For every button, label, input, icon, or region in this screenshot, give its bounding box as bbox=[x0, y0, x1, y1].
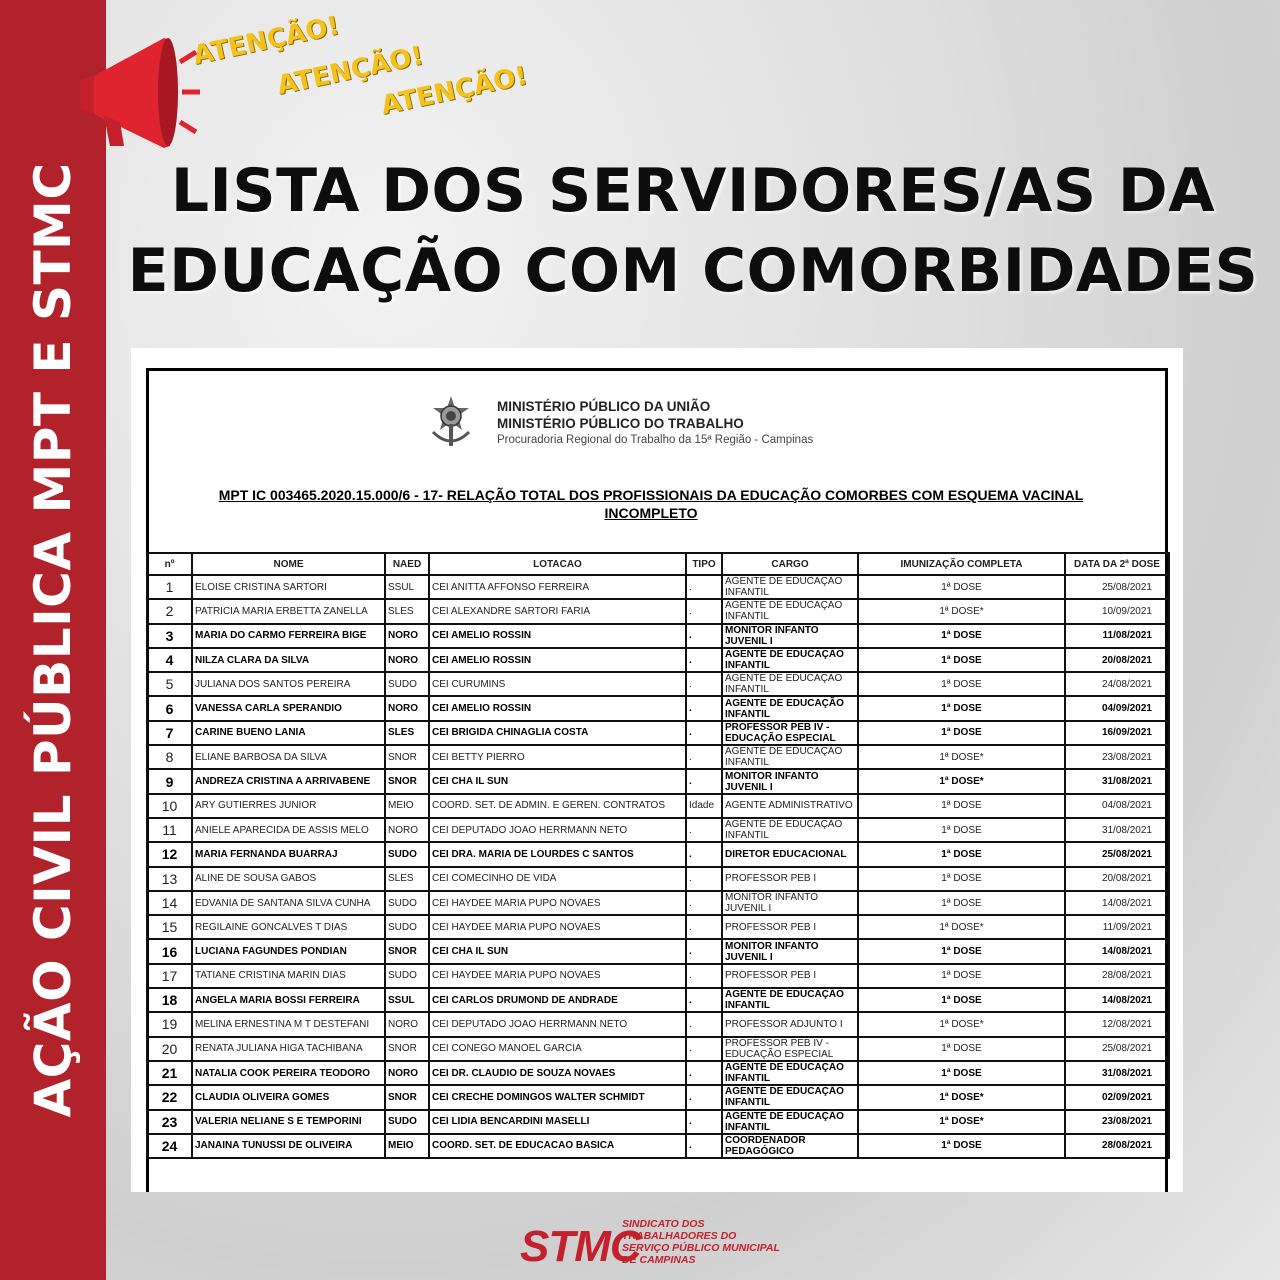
name-cell: NILZA CLARA DA SILVA bbox=[192, 648, 385, 672]
cargo-cell: AGENTE DE EDUCAÇÃO INFANTIL bbox=[722, 1110, 858, 1134]
immunization-cell: 1ª DOSE* bbox=[858, 599, 1065, 623]
cargo-cell: AGENTE DE EDUCAÇÃO INFANTIL bbox=[722, 1061, 858, 1085]
name-cell: MARIA DO CARMO FERREIRA BIGE bbox=[192, 624, 385, 648]
column-header: LOTACAO bbox=[429, 553, 686, 575]
cargo-cell: MONITOR INFANTO JUVENIL I bbox=[722, 939, 858, 963]
name-cell: VANESSA CARLA SPERANDIO bbox=[192, 696, 385, 720]
name-cell: CLAUDIA OLIVEIRA GOMES bbox=[192, 1085, 385, 1109]
table-header-row bbox=[147, 553, 1169, 575]
naed-cell: SUDO bbox=[385, 964, 429, 988]
table-body bbox=[147, 575, 1169, 1158]
cargo-cell: COORDENADOR PEDAGÓGICO bbox=[722, 1134, 858, 1158]
second-dose-date-cell: 14/08/2021 bbox=[1065, 939, 1169, 963]
cargo-cell: MONITOR INFANTO JUVENIL I bbox=[722, 624, 858, 648]
row-number: 11 bbox=[147, 818, 192, 842]
immunization-cell: 1ª DOSE bbox=[858, 1061, 1065, 1085]
tipo-cell: Idade bbox=[686, 794, 722, 818]
name-cell: ANGELA MARIA BOSSI FERREIRA bbox=[192, 988, 385, 1012]
row-number: 22 bbox=[147, 1085, 192, 1109]
naed-cell: SUDO bbox=[385, 842, 429, 866]
naed-cell: SUDO bbox=[385, 891, 429, 915]
stmc-logo-text bbox=[622, 1218, 780, 1266]
table-row bbox=[147, 1085, 1169, 1109]
coat-of-arms-icon bbox=[429, 394, 473, 450]
immunization-cell: 1ª DOSE bbox=[858, 575, 1065, 599]
headline-line-1: LISTA DOS SERVIDORES/AS DA bbox=[170, 156, 1216, 226]
table-row bbox=[147, 1037, 1169, 1061]
second-dose-date-cell: 24/08/2021 bbox=[1065, 672, 1169, 696]
immunization-cell: 1ª DOSE* bbox=[858, 1110, 1065, 1134]
tipo-cell: . bbox=[686, 721, 722, 745]
second-dose-date-cell: 11/08/2021 bbox=[1065, 624, 1169, 648]
second-dose-date-cell: 28/08/2021 bbox=[1065, 964, 1169, 988]
lotacao-cell: CEI BRIGIDA CHINAGLIA COSTA bbox=[429, 721, 686, 745]
cargo-cell: AGENTE DE EDUCAÇÃO INFANTIL bbox=[722, 1085, 858, 1109]
table-row bbox=[147, 624, 1169, 648]
side-banner-text: AÇÃO CIVIL PÚBLICA MPT E STMC bbox=[24, 162, 82, 1118]
naed-cell: SUDO bbox=[385, 1110, 429, 1134]
immunization-cell: 1ª DOSE bbox=[858, 939, 1065, 963]
cargo-cell: AGENTE DE EDUCAÇÃO INFANTIL bbox=[722, 599, 858, 623]
table-row bbox=[147, 575, 1169, 599]
table-row bbox=[147, 867, 1169, 891]
tipo-cell: . bbox=[686, 1085, 722, 1109]
second-dose-date-cell: 02/09/2021 bbox=[1065, 1085, 1169, 1109]
table-row bbox=[147, 964, 1169, 988]
lotacao-cell: CEI CHA IL SUN bbox=[429, 939, 686, 963]
table-row bbox=[147, 672, 1169, 696]
lotacao-cell: CEI AMELIO ROSSIN bbox=[429, 624, 686, 648]
immunization-cell: 1ª DOSE bbox=[858, 891, 1065, 915]
org-header bbox=[497, 398, 813, 449]
table-row bbox=[147, 696, 1169, 720]
lotacao-cell: COORD. SET. DE EDUCACAO BASICA bbox=[429, 1134, 686, 1158]
immunization-cell: 1ª DOSE bbox=[858, 964, 1065, 988]
cargo-cell: AGENTE DE EDUCAÇÃO INFANTIL bbox=[722, 672, 858, 696]
name-cell: ANDREZA CRISTINA A ARRIVABENE bbox=[192, 769, 385, 793]
org-line-3: Procuradoria Regional do Trabalho da 15ª Região - Campinas bbox=[497, 434, 814, 446]
row-number: 20 bbox=[147, 1037, 192, 1061]
row-number: 8 bbox=[147, 745, 192, 769]
cargo-cell: AGENTE ADMINISTRATIVO bbox=[722, 794, 858, 818]
immunization-cell: 1ª DOSE* bbox=[858, 915, 1065, 939]
cargo-cell: PROFESSOR PEB I bbox=[722, 915, 858, 939]
name-cell: ALINE DE SOUSA GABOS bbox=[192, 867, 385, 891]
servers-table bbox=[146, 552, 1170, 1159]
naed-cell: SNOR bbox=[385, 1085, 429, 1109]
lotacao-cell: CEI CURUMINS bbox=[429, 672, 686, 696]
row-number: 16 bbox=[147, 939, 192, 963]
row-number: 4 bbox=[147, 648, 192, 672]
second-dose-date-cell: 23/08/2021 bbox=[1065, 1110, 1169, 1134]
naed-cell: SLES bbox=[385, 867, 429, 891]
lotacao-cell: CEI HAYDEE MARIA PUPO NOVAES bbox=[429, 891, 686, 915]
lotacao-cell: CEI AMELIO ROSSIN bbox=[429, 648, 686, 672]
immunization-cell: 1ª DOSE bbox=[858, 867, 1065, 891]
stmc-logo-line: SINDICATO DOS bbox=[622, 1218, 705, 1230]
tipo-cell: . bbox=[686, 575, 722, 599]
naed-cell: SNOR bbox=[385, 939, 429, 963]
cargo-cell: AGENTE DE EDUCAÇÃO INFANTIL bbox=[722, 575, 858, 599]
tipo-cell: . bbox=[686, 964, 722, 988]
row-number: 17 bbox=[147, 964, 192, 988]
lotacao-cell: CEI CARLOS DRUMOND DE ANDRADE bbox=[429, 988, 686, 1012]
lotacao-cell: CEI ANITTA AFFONSO FERREIRA bbox=[429, 575, 686, 599]
table-row bbox=[147, 939, 1169, 963]
column-header: nº bbox=[147, 553, 192, 575]
table-row bbox=[147, 721, 1169, 745]
second-dose-date-cell: 10/09/2021 bbox=[1065, 599, 1169, 623]
table-row bbox=[147, 794, 1169, 818]
document-title-line-2: INCOMPLETO bbox=[604, 505, 698, 521]
tipo-cell: . bbox=[686, 915, 722, 939]
lotacao-cell: CEI AMELIO ROSSIN bbox=[429, 696, 686, 720]
naed-cell: SSUL bbox=[385, 988, 429, 1012]
table-row bbox=[147, 1134, 1169, 1158]
lotacao-cell: CEI BETTY PIERRO bbox=[429, 745, 686, 769]
column-header: CARGO bbox=[722, 553, 858, 575]
row-number: 18 bbox=[147, 988, 192, 1012]
second-dose-date-cell: 04/08/2021 bbox=[1065, 794, 1169, 818]
naed-cell: NORO bbox=[385, 818, 429, 842]
lotacao-cell: CEI DR. CLAUDIO DE SOUZA NOVAES bbox=[429, 1061, 686, 1085]
immunization-cell: 1ª DOSE bbox=[858, 1134, 1065, 1158]
table-row bbox=[147, 1012, 1169, 1036]
document-image bbox=[131, 348, 1183, 1192]
stmc-logo-line: SERVIÇO PÚBLICO MUNICIPAL bbox=[622, 1242, 780, 1254]
naed-cell: SLES bbox=[385, 721, 429, 745]
immunization-cell: 1ª DOSE bbox=[858, 696, 1065, 720]
second-dose-date-cell: 25/08/2021 bbox=[1065, 575, 1169, 599]
lotacao-cell: CEI DEPUTADO JOAO HERRMANN NETO bbox=[429, 818, 686, 842]
immunization-cell: 1ª DOSE bbox=[858, 818, 1065, 842]
immunization-cell: 1ª DOSE bbox=[858, 1037, 1065, 1061]
naed-cell: SUDO bbox=[385, 672, 429, 696]
naed-cell: SNOR bbox=[385, 769, 429, 793]
row-number: 6 bbox=[147, 696, 192, 720]
table-row bbox=[147, 1110, 1169, 1134]
lotacao-cell: CEI CHA IL SUN bbox=[429, 769, 686, 793]
row-number: 12 bbox=[147, 842, 192, 866]
second-dose-date-cell: 31/08/2021 bbox=[1065, 769, 1169, 793]
row-number: 1 bbox=[147, 575, 192, 599]
alert-text-2: ATENÇÃO! bbox=[274, 40, 427, 102]
row-number: 2 bbox=[147, 599, 192, 623]
immunization-cell: 1ª DOSE bbox=[858, 624, 1065, 648]
immunization-cell: 1ª DOSE* bbox=[858, 745, 1065, 769]
table-row bbox=[147, 745, 1169, 769]
naed-cell: NORO bbox=[385, 696, 429, 720]
name-cell: MARIA FERNANDA BUARRAJ bbox=[192, 842, 385, 866]
naed-cell: NORO bbox=[385, 1061, 429, 1085]
org-line-1: MINISTÉRIO PÚBLICO DA UNIÃO bbox=[497, 399, 711, 414]
name-cell: CARINE BUENO LANIA bbox=[192, 721, 385, 745]
name-cell: ELIANE BARBOSA DA SILVA bbox=[192, 745, 385, 769]
name-cell: ARY GUTIERRES JUNIOR bbox=[192, 794, 385, 818]
name-cell: REGILAINE GONCALVES T DIAS bbox=[192, 915, 385, 939]
naed-cell: SLES bbox=[385, 599, 429, 623]
table-row bbox=[147, 915, 1169, 939]
tipo-cell: . bbox=[686, 648, 722, 672]
table-row bbox=[147, 599, 1169, 623]
megaphone-icon bbox=[72, 28, 202, 148]
second-dose-date-cell: 25/08/2021 bbox=[1065, 842, 1169, 866]
tipo-cell: . bbox=[686, 769, 722, 793]
name-cell: TATIANE CRISTINA MARIN DIAS bbox=[192, 964, 385, 988]
tipo-cell: . bbox=[686, 988, 722, 1012]
naed-cell: MEIO bbox=[385, 794, 429, 818]
second-dose-date-cell: 20/08/2021 bbox=[1065, 648, 1169, 672]
table-row bbox=[147, 769, 1169, 793]
immunization-cell: 1ª DOSE* bbox=[858, 769, 1065, 793]
name-cell: NATALIA COOK PEREIRA TEODORO bbox=[192, 1061, 385, 1085]
tipo-cell: . bbox=[686, 1061, 722, 1085]
cargo-cell: MONITOR INFANTO JUVENIL I bbox=[722, 891, 858, 915]
row-number: 5 bbox=[147, 672, 192, 696]
naed-cell: SNOR bbox=[385, 1037, 429, 1061]
cargo-cell: PROFESSOR PEB IV - EDUCAÇÃO ESPECIAL bbox=[722, 1037, 858, 1061]
table-row bbox=[147, 1061, 1169, 1085]
table-row bbox=[147, 818, 1169, 842]
column-header: IMUNIZAÇÃO COMPLETA bbox=[858, 553, 1065, 575]
cargo-cell: AGENTE DE EDUCAÇÃO INFANTIL bbox=[722, 988, 858, 1012]
tipo-cell: . bbox=[686, 1134, 722, 1158]
cargo-cell: MONITOR INFANTO JUVENIL I bbox=[722, 769, 858, 793]
name-cell: RENATA JULIANA HIGA TACHIBANA bbox=[192, 1037, 385, 1061]
naed-cell: SNOR bbox=[385, 745, 429, 769]
table-row bbox=[147, 842, 1169, 866]
cargo-cell: PROFESSOR PEB I bbox=[722, 964, 858, 988]
headline-line-2: EDUCAÇÃO COM COMORBIDADES bbox=[127, 236, 1259, 306]
column-header: NAED bbox=[385, 553, 429, 575]
immunization-cell: 1ª DOSE bbox=[858, 794, 1065, 818]
row-number: 3 bbox=[147, 624, 192, 648]
second-dose-date-cell: 28/08/2021 bbox=[1065, 1134, 1169, 1158]
alert-text-1: ATENÇÃO! bbox=[190, 10, 343, 72]
name-cell: EDVANIA DE SANTANA SILVA CUNHA bbox=[192, 891, 385, 915]
second-dose-date-cell: 12/08/2021 bbox=[1065, 1012, 1169, 1036]
naed-cell: NORO bbox=[385, 648, 429, 672]
lotacao-cell: CEI COMECINHO DE VIDA bbox=[429, 867, 686, 891]
naed-cell: NORO bbox=[385, 1012, 429, 1036]
row-number: 7 bbox=[147, 721, 192, 745]
row-number: 9 bbox=[147, 769, 192, 793]
tipo-cell: . bbox=[686, 1110, 722, 1134]
cargo-cell: DIRETOR EDUCACIONAL bbox=[722, 842, 858, 866]
lotacao-cell: CEI LIDIA BENCARDINI MASELLI bbox=[429, 1110, 686, 1134]
table-row bbox=[147, 648, 1169, 672]
row-number: 23 bbox=[147, 1110, 192, 1134]
table-row bbox=[147, 891, 1169, 915]
column-header: NOME bbox=[192, 553, 385, 575]
document-title bbox=[191, 486, 1111, 522]
column-header: DATA DA 2ª DOSE bbox=[1065, 553, 1169, 575]
name-cell: LUCIANA FAGUNDES PONDIAN bbox=[192, 939, 385, 963]
stmc-logo bbox=[520, 1214, 820, 1274]
second-dose-date-cell: 14/08/2021 bbox=[1065, 891, 1169, 915]
alert-text-3: ATENÇÃO! bbox=[378, 60, 531, 122]
cargo-cell: AGENTE DE EDUCAÇÃO INFANTIL bbox=[722, 696, 858, 720]
cargo-cell: AGENTE DE EDUCAÇÃO INFANTIL bbox=[722, 648, 858, 672]
tipo-cell: . bbox=[686, 599, 722, 623]
lotacao-cell: CEI CONEGO MANOEL GARCIA bbox=[429, 1037, 686, 1061]
immunization-cell: 1ª DOSE* bbox=[858, 1012, 1065, 1036]
row-number: 13 bbox=[147, 867, 192, 891]
cargo-cell: AGENTE DE EDUCAÇÃO INFANTIL bbox=[722, 745, 858, 769]
immunization-cell: 1ª DOSE bbox=[858, 648, 1065, 672]
second-dose-date-cell: 16/09/2021 bbox=[1065, 721, 1169, 745]
table-row bbox=[147, 988, 1169, 1012]
lotacao-cell: CEI ALEXANDRE SARTORI FARIA bbox=[429, 599, 686, 623]
column-header: TIPO bbox=[686, 553, 722, 575]
naed-cell: SSUL bbox=[385, 575, 429, 599]
immunization-cell: 1ª DOSE bbox=[858, 672, 1065, 696]
name-cell: VALERIA NELIANE S E TEMPORINI bbox=[192, 1110, 385, 1134]
lotacao-cell: CEI HAYDEE MARIA PUPO NOVAES bbox=[429, 915, 686, 939]
row-number: 10 bbox=[147, 794, 192, 818]
naed-cell: MEIO bbox=[385, 1134, 429, 1158]
cargo-cell: PROFESSOR PEB I bbox=[722, 867, 858, 891]
immunization-cell: 1ª DOSE bbox=[858, 721, 1065, 745]
tipo-cell: . bbox=[686, 696, 722, 720]
lotacao-cell: CEI DEPUTADO JOAO HERRMANN NETO bbox=[429, 1012, 686, 1036]
second-dose-date-cell: 23/08/2021 bbox=[1065, 745, 1169, 769]
row-number: 21 bbox=[147, 1061, 192, 1085]
lotacao-cell: COORD. SET. DE ADMIN. E GEREN. CONTRATOS bbox=[429, 794, 686, 818]
name-cell: JANAINA TUNUSSI DE OLIVEIRA bbox=[192, 1134, 385, 1158]
tipo-cell: . bbox=[686, 1037, 722, 1061]
name-cell: ANIELE APARECIDA DE ASSIS MELO bbox=[192, 818, 385, 842]
second-dose-date-cell: 25/08/2021 bbox=[1065, 1037, 1169, 1061]
document-title-line-1: MPT IC 003465.2020.15.000/6 - 17- RELAÇÃO TOTAL DOS PROFISSIONAIS DA EDUCAÇÃO COMORBES COM ESQUEMA VACINAL bbox=[218, 487, 1084, 503]
side-banner bbox=[0, 0, 106, 1280]
naed-cell: NORO bbox=[385, 624, 429, 648]
second-dose-date-cell: 11/09/2021 bbox=[1065, 915, 1169, 939]
immunization-cell: 1ª DOSE bbox=[858, 988, 1065, 1012]
tipo-cell: . bbox=[686, 672, 722, 696]
second-dose-date-cell: 31/08/2021 bbox=[1065, 1061, 1169, 1085]
second-dose-date-cell: 14/08/2021 bbox=[1065, 988, 1169, 1012]
stmc-logo-line: DE CAMPINAS bbox=[622, 1254, 696, 1266]
immunization-cell: 1ª DOSE* bbox=[858, 1085, 1065, 1109]
stmc-logo-mark: STMC bbox=[520, 1222, 641, 1271]
second-dose-date-cell: 04/09/2021 bbox=[1065, 696, 1169, 720]
cargo-cell: PROFESSOR PEB IV - EDUCAÇÃO ESPECIAL bbox=[722, 721, 858, 745]
second-dose-date-cell: 31/08/2021 bbox=[1065, 818, 1169, 842]
tipo-cell: . bbox=[686, 1012, 722, 1036]
tipo-cell: . bbox=[686, 624, 722, 648]
name-cell: MELINA ERNESTINA M T DESTEFANI bbox=[192, 1012, 385, 1036]
name-cell: ELOISE CRISTINA SARTORI bbox=[192, 575, 385, 599]
tipo-cell: . bbox=[686, 818, 722, 842]
name-cell: PATRICIA MARIA ERBETTA ZANELLA bbox=[192, 599, 385, 623]
org-line-2: MINISTÉRIO PÚBLICO DO TRABALHO bbox=[497, 416, 744, 431]
stmc-logo-line: TRABALHADORES DO bbox=[622, 1230, 737, 1242]
tipo-cell: . bbox=[686, 939, 722, 963]
tipo-cell: . bbox=[686, 745, 722, 769]
lotacao-cell: CEI CRECHE DOMINGOS WALTER SCHMIDT bbox=[429, 1085, 686, 1109]
row-number: 19 bbox=[147, 1012, 192, 1036]
lotacao-cell: CEI DRA. MARIA DE LOURDES C SANTOS bbox=[429, 842, 686, 866]
second-dose-date-cell: 20/08/2021 bbox=[1065, 867, 1169, 891]
row-number: 24 bbox=[147, 1134, 192, 1158]
lotacao-cell: CEI HAYDEE MARIA PUPO NOVAES bbox=[429, 964, 686, 988]
cargo-cell: AGENTE DE EDUCAÇÃO INFANTIL bbox=[722, 818, 858, 842]
immunization-cell: 1ª DOSE bbox=[858, 842, 1065, 866]
cargo-cell: PROFESSOR ADJUNTO I bbox=[722, 1012, 858, 1036]
tipo-cell: . bbox=[686, 891, 722, 915]
row-number: 14 bbox=[147, 891, 192, 915]
tipo-cell: . bbox=[686, 867, 722, 891]
tipo-cell: . bbox=[686, 842, 722, 866]
name-cell: JULIANA DOS SANTOS PEREIRA bbox=[192, 672, 385, 696]
row-number: 15 bbox=[147, 915, 192, 939]
naed-cell: SUDO bbox=[385, 915, 429, 939]
